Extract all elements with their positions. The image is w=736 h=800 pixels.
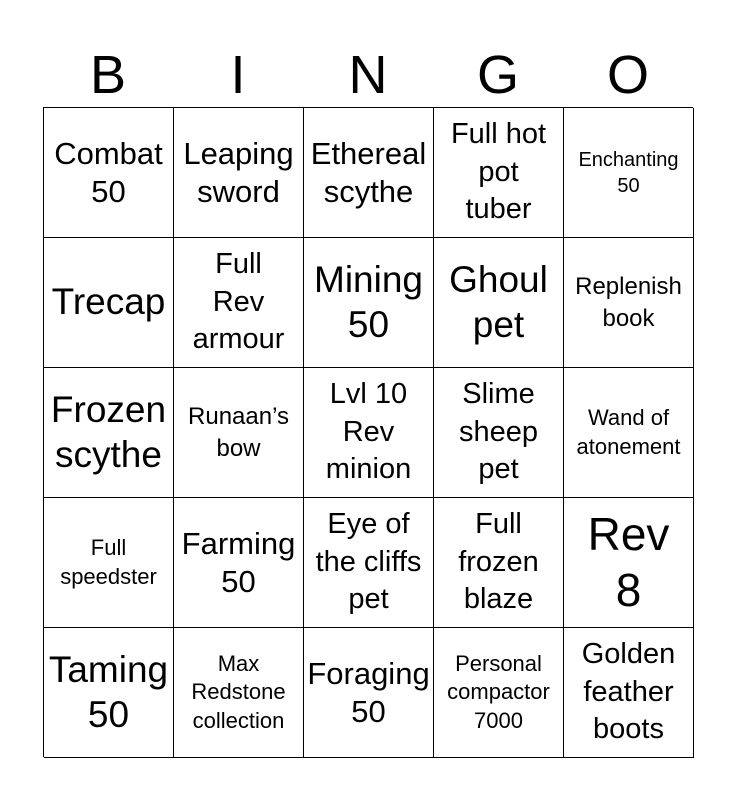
bingo-cell[interactable]: Foraging 50: [304, 628, 434, 758]
bingo-cell[interactable]: Full speedster: [44, 498, 174, 628]
header-letter-i: I: [230, 45, 246, 105]
header-letter-g: G: [476, 45, 519, 105]
bingo-cell[interactable]: Golden feather boots: [564, 628, 694, 758]
bingo-cell[interactable]: Leaping sword: [174, 108, 304, 238]
bingo-cell[interactable]: Enchanting 50: [564, 108, 694, 238]
bingo-cell[interactable]: Frozen scythe: [44, 368, 174, 498]
bingo-cell[interactable]: Max Redstone collection: [174, 628, 304, 758]
bingo-cell[interactable]: Full Rev armour: [174, 238, 304, 368]
bingo-cell[interactable]: Rev 8: [564, 498, 694, 628]
bingo-cell[interactable]: Personal compactor 7000: [434, 628, 564, 758]
bingo-cell[interactable]: Ghoul pet: [434, 238, 564, 368]
bingo-header: [43, 42, 693, 108]
header-letter-b: B: [89, 45, 127, 105]
bingo-cell[interactable]: Lvl 10 Rev minion: [304, 368, 434, 498]
header-letter-n: N: [348, 45, 388, 105]
bingo-cell[interactable]: Farming 50: [174, 498, 304, 628]
bingo-cell[interactable]: Taming 50: [44, 628, 174, 758]
bingo-cell[interactable]: Mining 50: [304, 238, 434, 368]
bingo-cell[interactable]: Full hot pot tuber: [434, 108, 564, 238]
bingo-cell[interactable]: Combat 50: [44, 108, 174, 238]
bingo-cell[interactable]: Slime sheep pet: [434, 368, 564, 498]
bingo-cell[interactable]: Eye of the cliffs pet: [304, 498, 434, 628]
bingo-cell[interactable]: Ethereal scythe: [304, 108, 434, 238]
bingo-cell[interactable]: Wand of atonement: [564, 368, 694, 498]
bingo-cell[interactable]: Trecap: [44, 238, 174, 368]
bingo-cell[interactable]: Full frozen blaze: [434, 498, 564, 628]
header-letter-o: O: [606, 45, 649, 105]
bingo-cell[interactable]: Runaan’s bow: [174, 368, 304, 498]
bingo-board: [43, 107, 693, 757]
bingo-cell[interactable]: Replenish book: [564, 238, 694, 368]
